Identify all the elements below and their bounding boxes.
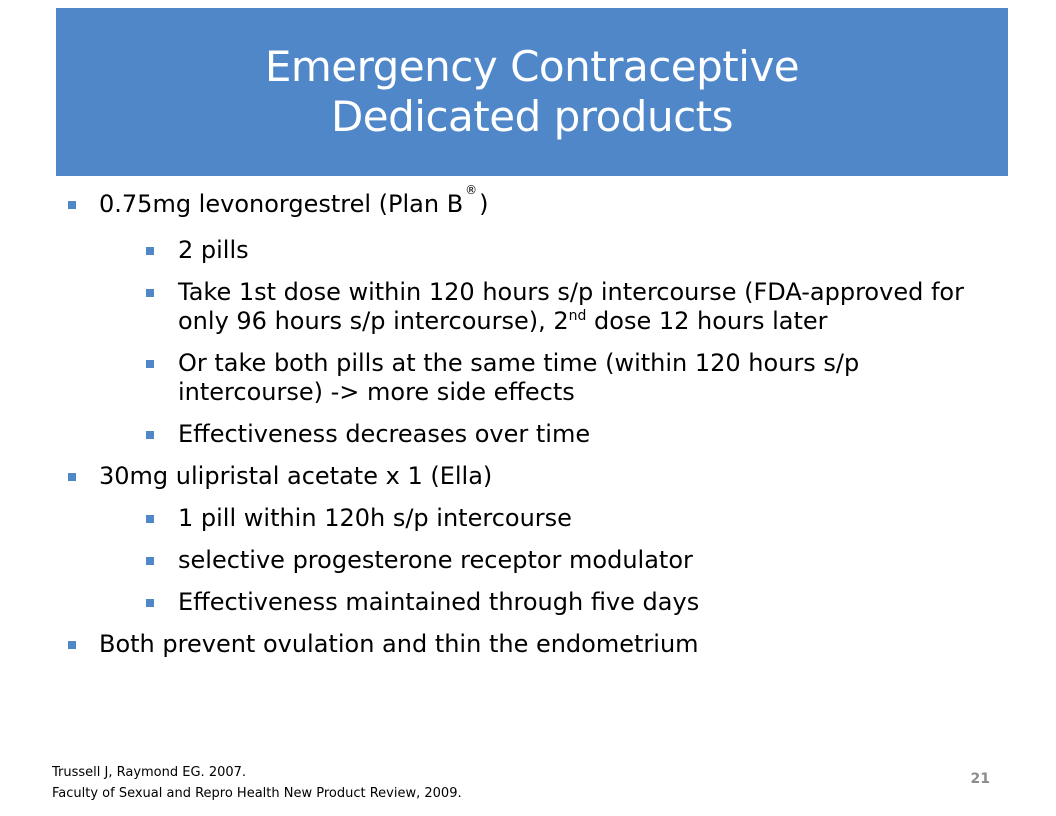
- bullet-text: Effectiveness maintained through five days: [178, 588, 700, 616]
- square-bullet-icon: [146, 360, 154, 368]
- sub-bullet-pills: [64, 236, 1004, 265]
- sub-bullet-one-pill: [64, 504, 1004, 533]
- square-bullet-icon: [146, 515, 154, 523]
- sub-bullet-both-pills: [64, 349, 1004, 407]
- square-bullet-icon: [146, 247, 154, 255]
- slide-title-line-1: Emergency Contraceptive: [264, 42, 800, 91]
- bullet-text-end: ): [479, 190, 489, 218]
- bullet-text: 30mg ulipristal acetate x 1 (Ella): [99, 462, 493, 490]
- square-bullet-icon: [68, 641, 76, 649]
- bullet-text: 2 pills: [178, 236, 249, 264]
- references: [52, 762, 462, 804]
- registered-mark: ®: [465, 183, 478, 197]
- bullet-text: Or take both pills at the same time (within 120 hours s/p intercourse) -> more side effects: [178, 349, 860, 406]
- slide-title-line-2: Dedicated products: [330, 92, 734, 141]
- square-bullet-icon: [68, 473, 76, 481]
- bullet-levonorgestrel: [64, 183, 1004, 223]
- sub-bullet-effectiveness-decreases: [64, 420, 1004, 449]
- superscript-nd: nd: [568, 308, 587, 324]
- bullet-ulipristal: [64, 462, 1004, 491]
- bullet-text-end: dose 12 hours later: [586, 307, 828, 335]
- square-bullet-icon: [146, 431, 154, 439]
- bullet-text: Effectiveness decreases over time: [178, 420, 591, 448]
- bullet-text: selective progesterone receptor modulator: [178, 546, 693, 574]
- sub-bullet-modulator: [64, 546, 1004, 575]
- bullet-text: 1 pill within 120h s/p intercourse: [178, 504, 572, 532]
- title-band: [56, 8, 1008, 176]
- bullet-both-prevent: [64, 630, 1004, 659]
- sub-bullet-effectiveness-maintained: [64, 588, 1004, 617]
- bullet-list: [64, 183, 1004, 672]
- square-bullet-icon: [68, 201, 76, 209]
- reference-line: Faculty of Sexual and Repro Health New Product Review, 2009.: [52, 786, 462, 801]
- bullet-text: Take 1st dose within 120 hours s/p intercourse (FDA-approved for only 96 hours s/p intercourse), 2: [178, 278, 964, 335]
- bullet-text: Both prevent ovulation and thin the endometrium: [99, 630, 699, 658]
- square-bullet-icon: [146, 599, 154, 607]
- sub-bullet-first-dose: [64, 278, 1004, 336]
- square-bullet-icon: [146, 289, 154, 297]
- page-number: 21: [970, 771, 990, 787]
- square-bullet-icon: [146, 557, 154, 565]
- reference-line: Trussell J, Raymond EG. 2007.: [52, 765, 247, 780]
- bullet-text: 0.75mg levonorgestrel (Plan B: [99, 190, 464, 218]
